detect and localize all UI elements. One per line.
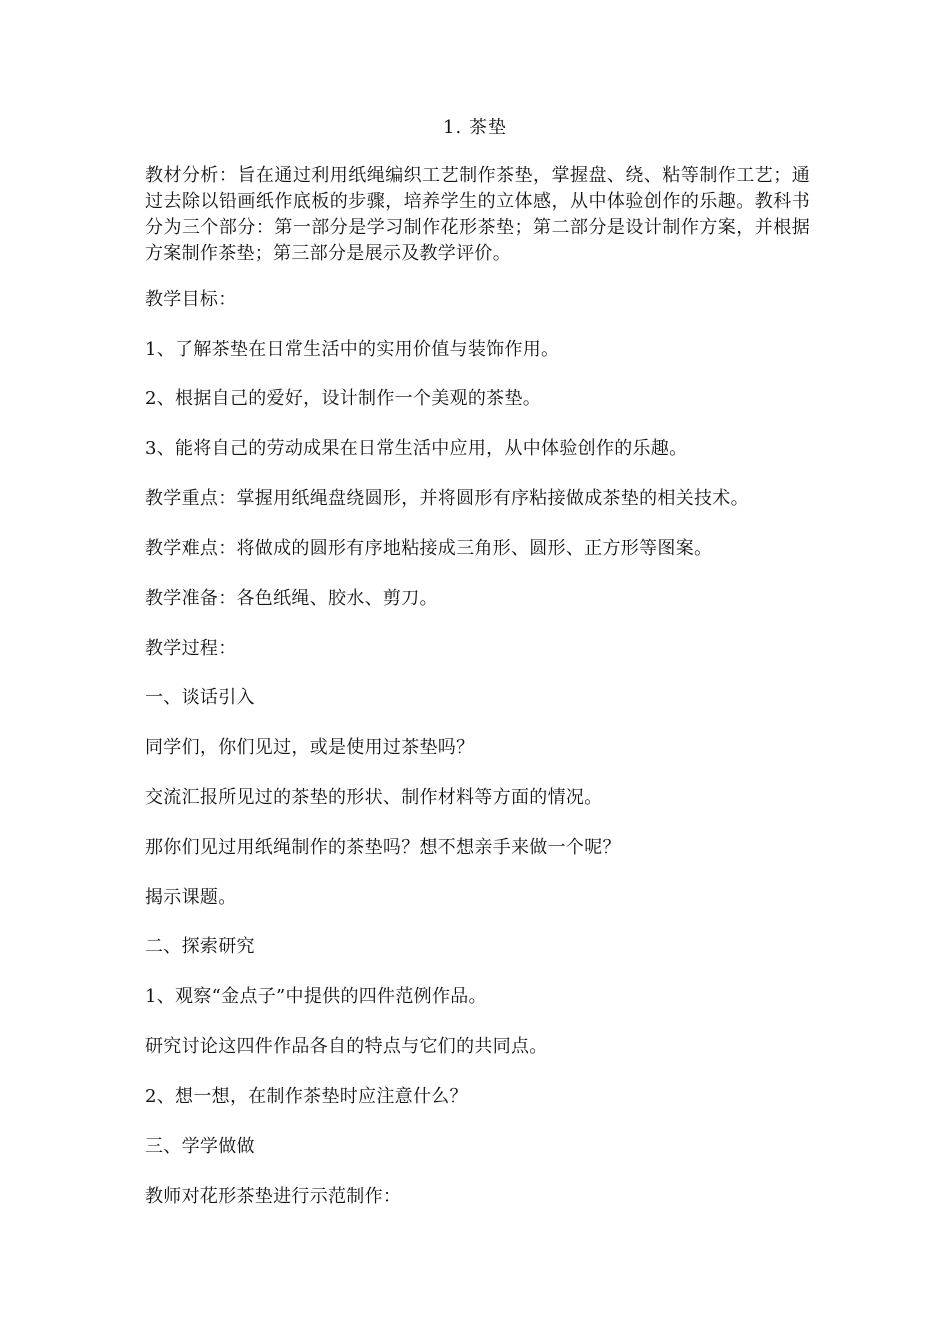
paragraph-explore-2: 2、想一想，在制作茶垫时应注意什么？ [145,1086,468,1107]
section-heading-explore: 二、探索研究 [145,936,255,957]
document-title: 1. 茶垫 [443,117,507,138]
paragraph-intro-question: 同学们，你们见过，或是使用过茶垫吗？ [145,737,475,758]
paragraph-process: 教学过程： [145,638,237,659]
paragraph-teaching-goals: 教学目标： [145,289,237,310]
paragraph-reveal-topic: 揭示课题。 [145,887,237,908]
paragraph-explore-discuss: 研究讨论这四件作品各自的特点与它们的共同点。 [145,1036,548,1057]
paragraph-key-point: 教学重点：掌握用纸绳盘绕圆形，并将圆形有序粘接做成茶垫的相关技术。 [145,488,749,509]
paragraph-explore-1: 1、观察“金点子”中提供的四件范例作品。 [145,986,487,1007]
paragraph-goal-2: 2、根据自己的爱好，设计制作一个美观的茶垫。 [145,388,542,409]
paragraph-goal-3: 3、能将自己的劳动成果在日常生活中应用，从中体验创作的乐趣。 [145,438,688,459]
paragraph-goal-1: 1、了解茶垫在日常生活中的实用价值与装饰作用。 [145,339,560,360]
section-heading-practice: 三、学学做做 [145,1136,255,1157]
paragraph-difficulty: 教学难点：将做成的圆形有序地粘接成三角形、圆形、正方形等图案。 [145,538,713,559]
paragraph-demo: 教师对花形茶垫进行示范制作： [145,1186,402,1207]
paragraph-intro-followup: 那你们见过用纸绳制作的茶垫吗？想不想亲手来做一个呢？ [145,837,621,858]
paragraph-preparation: 教学准备：各色纸绳、胶水、剪刀。 [145,588,438,609]
paragraph-intro-report: 交流汇报所见过的茶垫的形状、制作材料等方面的情况。 [145,787,603,808]
section-heading-intro: 一、谈话引入 [145,687,255,708]
analysis-paragraph: 教材分析：旨在通过利用纸绳编织工艺制作茶垫，掌握盘、绕、粘等制作工艺；通过去除以铅画纸作底板的步骤，培养学生的立体感，从中体验创作的乐趣。教科书分为三个部分：第一部分是学习制作花形茶垫；第二部分是设计制作方案，并根据方案制作茶垫；第三部分是展示及教学评价。 [145,165,810,264]
